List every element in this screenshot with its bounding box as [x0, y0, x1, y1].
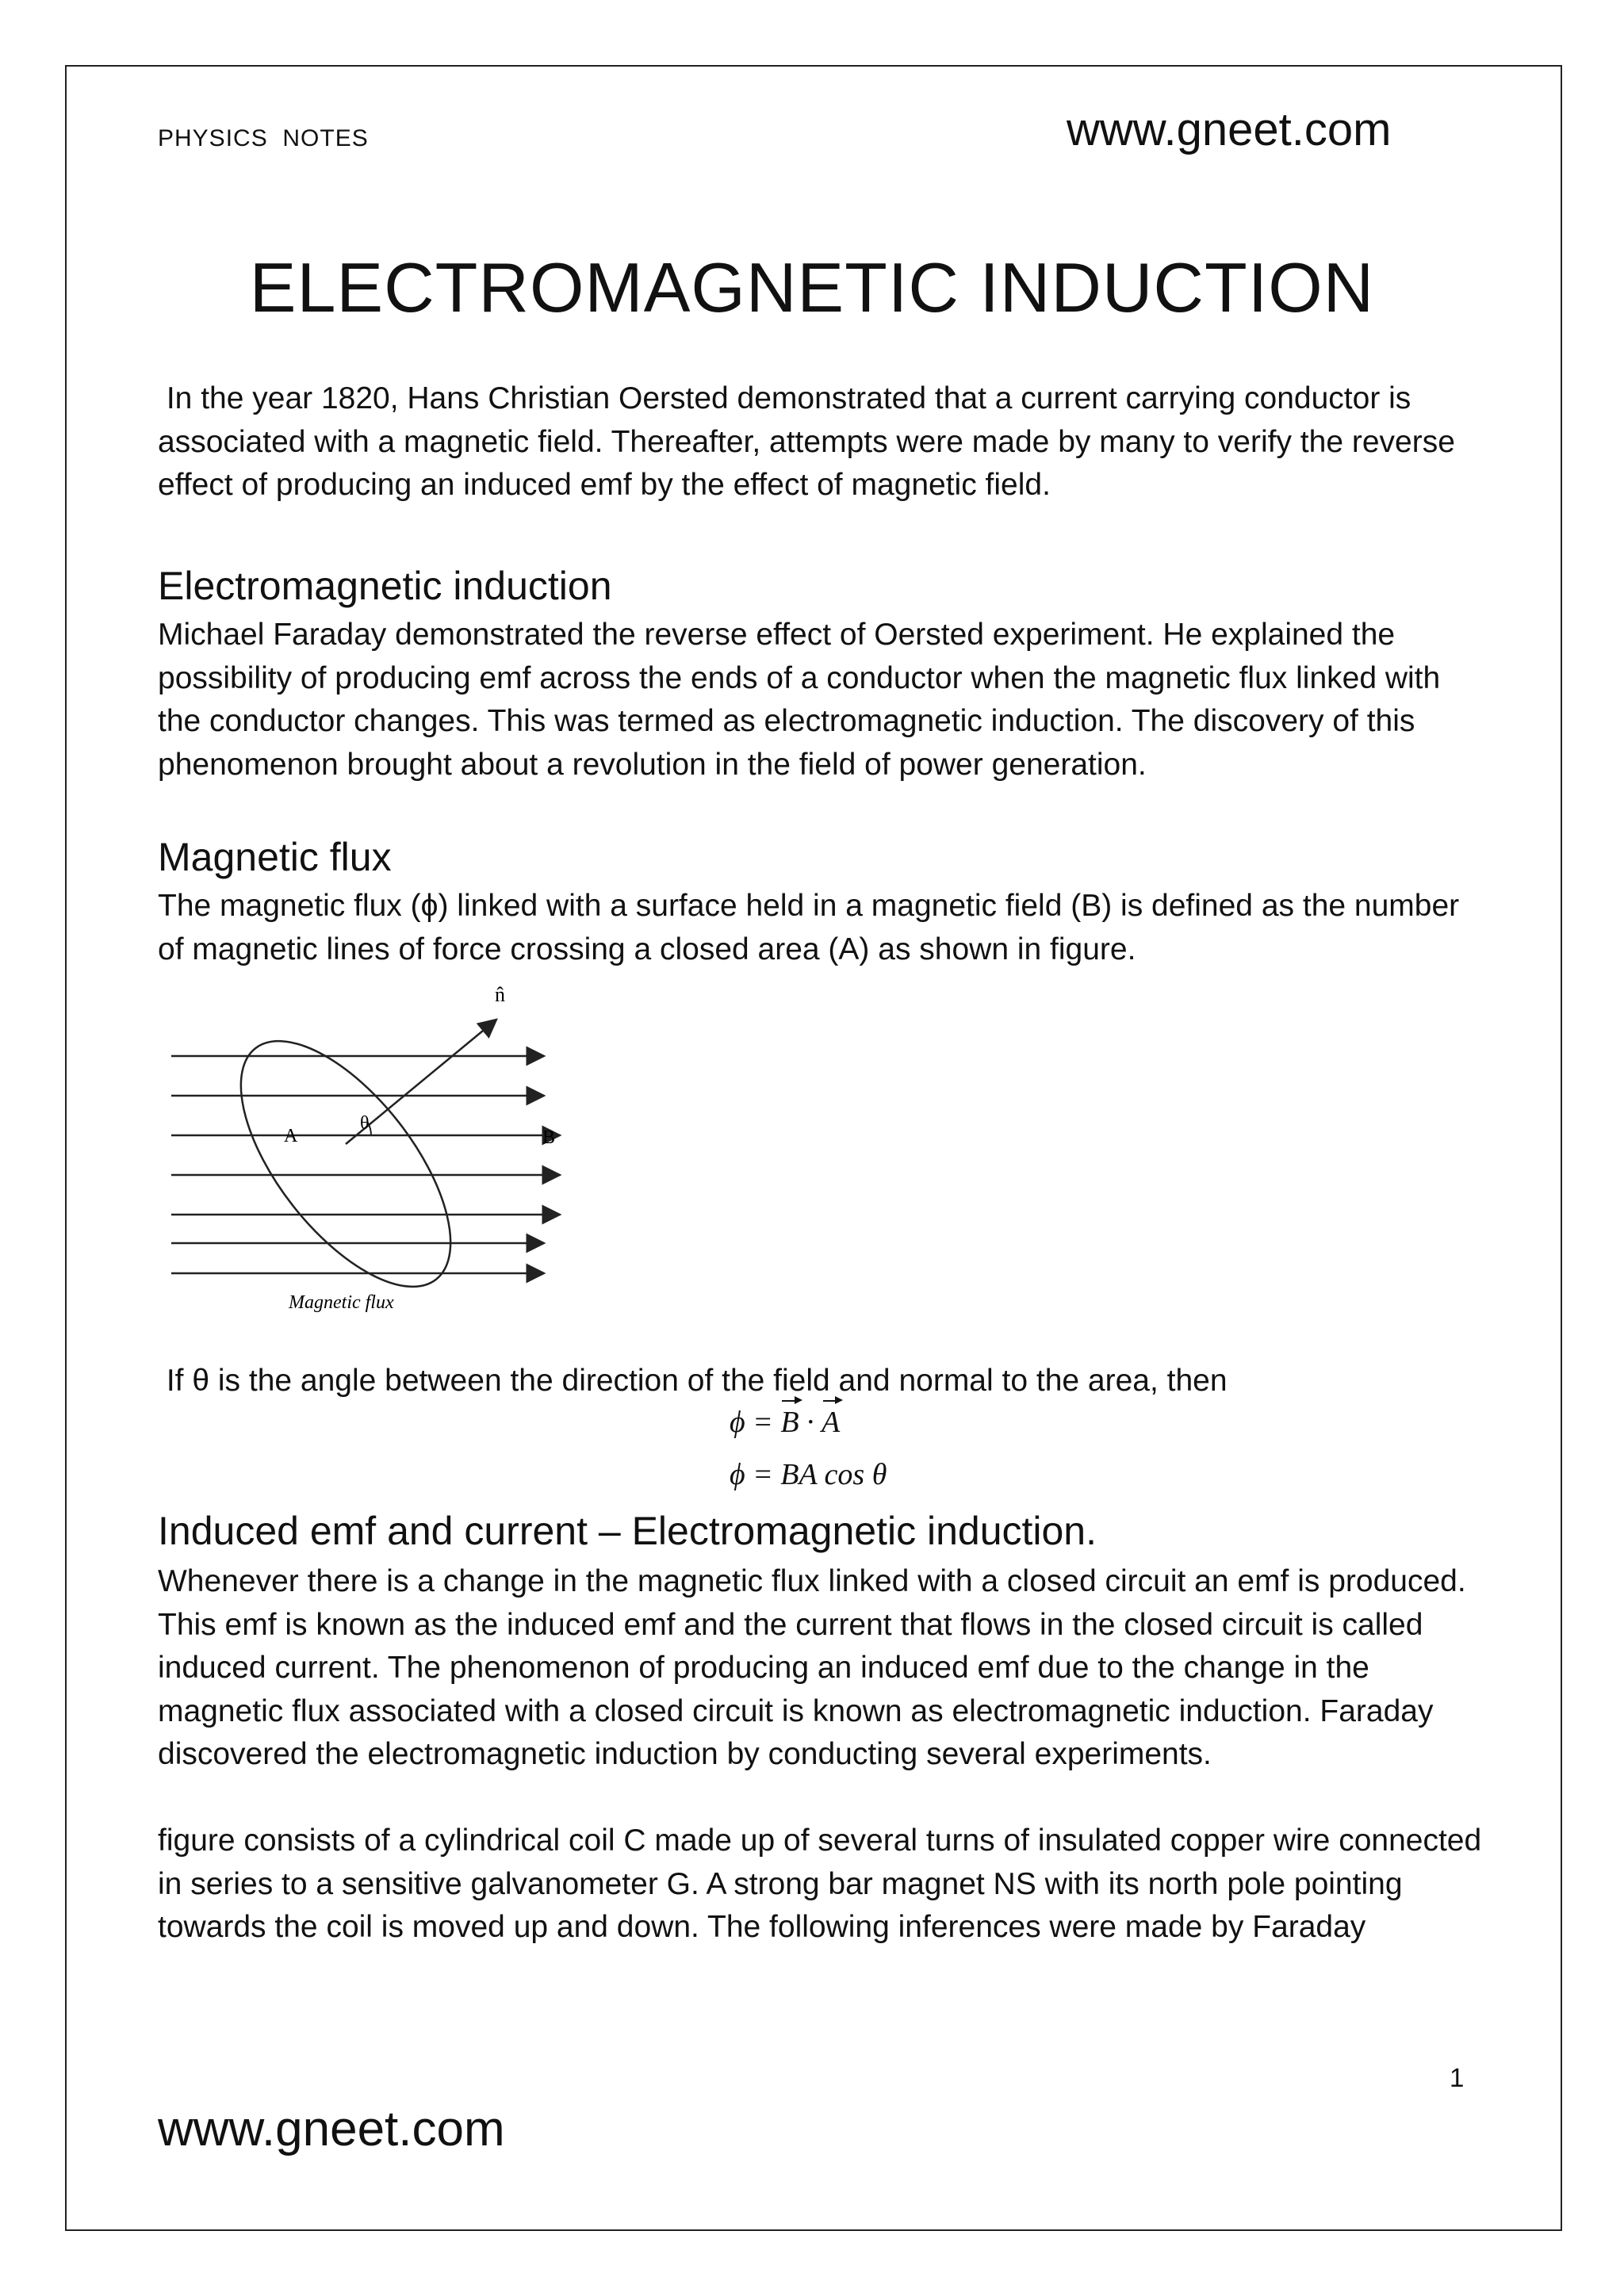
heading-magnetic-flux: Magnetic flux [158, 835, 392, 879]
page-number: 1 [1450, 2063, 1465, 2092]
figure-caption: Magnetic flux [289, 1292, 394, 1313]
heading-induced-emf: Induced emf and current – Electromagnetic induction. [158, 1509, 1097, 1553]
page-title: ELECTROMAGNETIC INDUCTION [249, 248, 1375, 327]
header-website[interactable]: www.gneet.com [1067, 104, 1392, 155]
footer-website[interactable]: www.gneet.com [158, 2102, 505, 2156]
vector-b: B [780, 1406, 799, 1439]
angle-label: θ [360, 1113, 370, 1134]
field-label: B [542, 1127, 556, 1148]
heading-electromagnetic-induction: Electromagnetic induction [158, 564, 612, 608]
magnetic-flux-paragraph: The magnetic flux (ϕ) linked with a surface held in a magnetic field (B) is defined as the number of magnetic lines of force crossing a closed area (A) as shown in figure. [158, 889, 1460, 966]
magnetic-flux-figure [155, 966, 584, 1314]
area-loop [202, 1007, 489, 1314]
normal-label: n̂ [495, 983, 505, 1006]
formula-dot: · [799, 1406, 822, 1439]
formula-cosine: ϕ = BA cos θ [730, 1458, 887, 1491]
field-lines [171, 1056, 560, 1273]
vector-a: A [822, 1406, 841, 1439]
formula-dot-product [730, 1405, 840, 1440]
em-induction-paragraph: Michael Faraday demonstrated the reverse effect of Oersted experiment. He explained the possibility of producing emf across the ends of a conductor when the magnetic flux linked with the conductor changes. This was termed as electromagnetic induction. The discovery of this phenomenon brought about a revolution in the field of power generation. [158, 618, 1441, 782]
intro-paragraph: In the year 1820, Hans Christian Oersted demonstrated that a current carrying conductor is associated with a magnetic field. Thereafter, attempts were made by many to verify the reverse effect of producing an induced emf by the effect of magnetic field. [158, 381, 1464, 502]
faraday-experiment-paragraph: figure consists of a cylindrical coil C made up of several turns of insulated copper wire connected in series to a sensitive galvanometer G. A strong bar magnet NS with its north pole pointing towards the coil is moved up and down. The following inferences were made by Faraday [158, 1823, 1482, 1944]
induced-emf-paragraph: Whenever there is a change in the magnetic flux linked with a closed circuit an emf is produced. This emf is known as the induced emf and the current that flows in the closed circuit is called induced current. The phenomenon of producing an induced emf due to the change in the magnetic flux associated with a closed circuit is known as electromagnetic induction. Faraday discovered the electromagnetic induction by conducting several experiments. [158, 1564, 1466, 1771]
angle-definition: If θ is the angle between the direction of the field and normal to the area, then [158, 1364, 1228, 1398]
area-label: A [284, 1126, 298, 1146]
formula-lhs: ϕ = [730, 1406, 781, 1439]
header-subject: PHYSICS NOTES [158, 125, 369, 151]
